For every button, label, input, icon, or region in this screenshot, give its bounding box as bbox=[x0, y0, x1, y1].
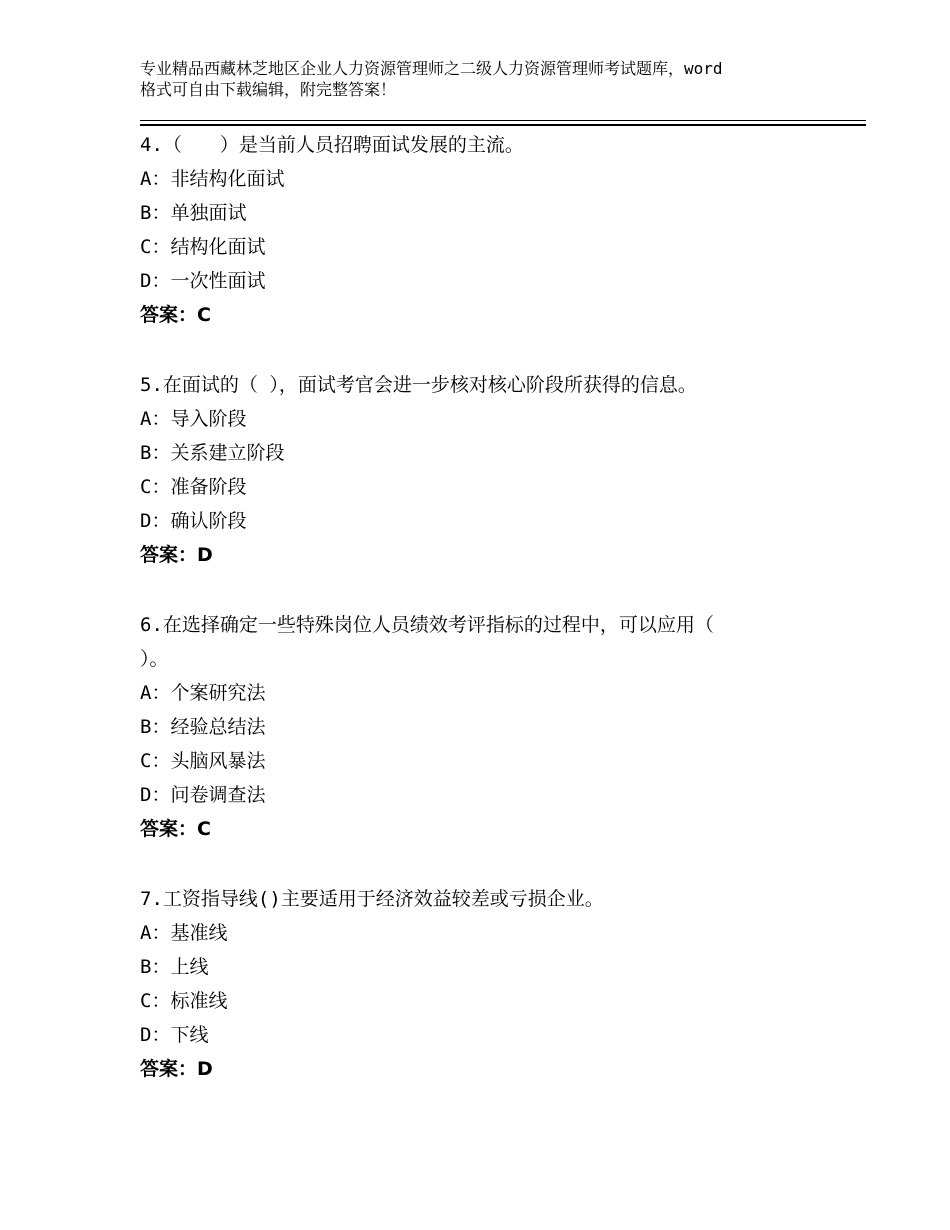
header-divider-thin bbox=[140, 120, 866, 121]
option-b: B：关系建立阶段 bbox=[140, 442, 285, 464]
option-d: D：问卷调查法 bbox=[140, 784, 266, 806]
option-a: A：导入阶段 bbox=[140, 408, 247, 430]
header-line-2: 格式可自由下载编辑，附完整答案！ bbox=[140, 80, 397, 99]
question-stem-continued: ）。 bbox=[140, 648, 169, 670]
question-item bbox=[140, 368, 840, 572]
option-c: C：头脑风暴法 bbox=[140, 750, 266, 772]
question-item bbox=[140, 608, 840, 846]
question-spacer bbox=[140, 332, 840, 368]
answer-label: 答案：C bbox=[140, 818, 211, 840]
answer-label: 答案：D bbox=[140, 544, 213, 566]
option-a: A：个案研究法 bbox=[140, 682, 266, 704]
option-a: A：基准线 bbox=[140, 922, 228, 944]
question-list bbox=[140, 128, 840, 1086]
question-stem: 4.（ ）是当前人员招聘面试发展的主流。 bbox=[140, 134, 524, 156]
answer-label: 答案：C bbox=[140, 304, 211, 326]
question-stem: 6.在选择确定一些特殊岗位人员绩效考评指标的过程中，可以应用（ bbox=[140, 614, 714, 636]
question-item bbox=[140, 128, 840, 332]
document-header bbox=[140, 58, 830, 100]
question-stem: 5.在面试的（ ），面试考官会进一步核对核心阶段所获得的信息。 bbox=[140, 374, 697, 396]
question-spacer bbox=[140, 846, 840, 882]
question-item bbox=[140, 882, 840, 1086]
option-d: D：确认阶段 bbox=[140, 510, 247, 532]
option-b: B：上线 bbox=[140, 956, 209, 978]
question-spacer bbox=[140, 572, 840, 608]
question-stem: 7.工资指导线()主要适用于经济效益较差或亏损企业。 bbox=[140, 888, 604, 910]
option-b: B：单独面试 bbox=[140, 202, 247, 224]
answer-label: 答案：D bbox=[140, 1058, 213, 1080]
option-d: D：一次性面试 bbox=[140, 270, 266, 292]
option-d: D：下线 bbox=[140, 1024, 209, 1046]
header-line-1: 专业精品西藏林芝地区企业人力资源管理师之二级人力资源管理师考试题库，word bbox=[140, 59, 723, 78]
option-c: C：准备阶段 bbox=[140, 476, 247, 498]
option-c: C：结构化面试 bbox=[140, 236, 266, 258]
option-c: C：标准线 bbox=[140, 990, 228, 1012]
option-a: A：非结构化面试 bbox=[140, 168, 285, 190]
header-divider-thick bbox=[140, 124, 866, 126]
option-b: B：经验总结法 bbox=[140, 716, 266, 738]
